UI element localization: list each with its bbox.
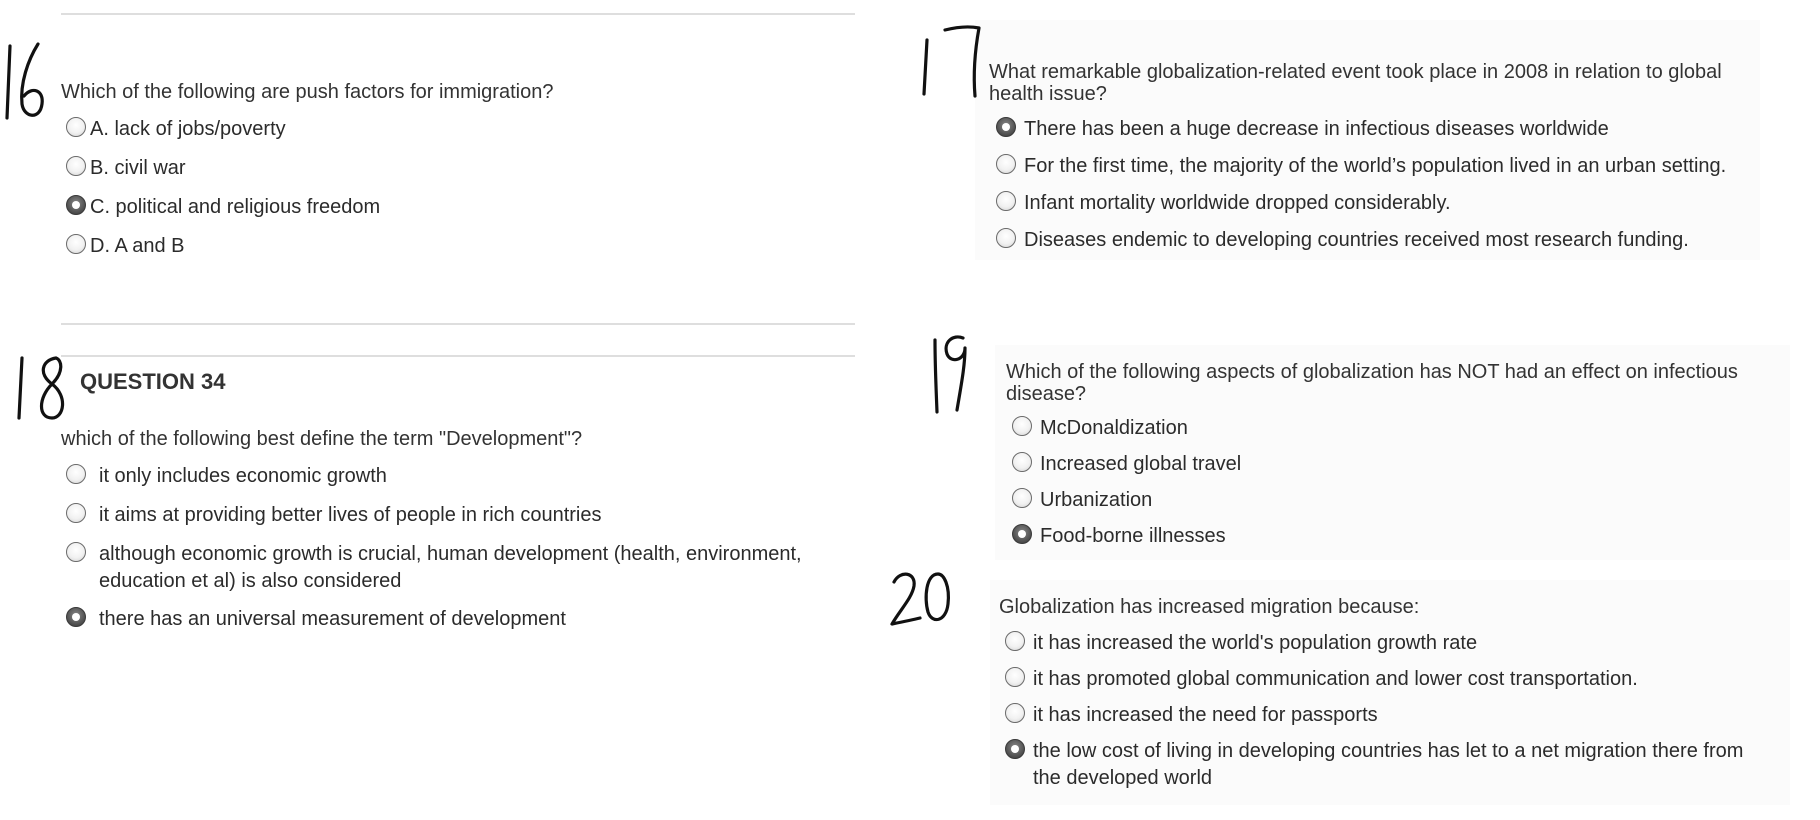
question-heading: QUESTION 34 (80, 369, 226, 394)
radio-button-selected[interactable] (1012, 524, 1032, 544)
radio-button[interactable] (66, 156, 86, 176)
radio-button[interactable] (1005, 667, 1025, 687)
option-label: Diseases endemic to developing countries received most research funding. (1024, 229, 1689, 251)
option-label: C. political and religious freedom (90, 196, 381, 218)
option-label: Food-borne illnesses (1040, 525, 1226, 547)
option-label: B. civil war (90, 157, 186, 179)
answer-option[interactable] (66, 155, 186, 182)
radio-button[interactable] (66, 234, 86, 254)
radio-button[interactable] (1012, 452, 1032, 472)
answer-option[interactable] (996, 153, 1726, 180)
radio-button[interactable] (1005, 703, 1025, 723)
option-label: For the first time, the majority of the world’s population lived in an urban setting. (1024, 155, 1727, 177)
answer-option[interactable] (66, 463, 866, 490)
divider (61, 355, 855, 357)
option-label: McDonaldization (1040, 417, 1188, 439)
radio-button-selected[interactable] (1005, 739, 1025, 759)
question-text: Globalization has increased migration because: (999, 596, 1420, 618)
answer-option[interactable] (1005, 630, 1477, 657)
option-label: A. lack of jobs/poverty (90, 118, 286, 140)
radio-button-selected[interactable] (996, 117, 1016, 137)
answer-option[interactable] (1012, 523, 1226, 550)
handwritten-number (925, 326, 975, 416)
answer-option[interactable] (66, 541, 866, 595)
divider (61, 323, 855, 325)
option-label: D. A and B (90, 235, 185, 257)
option-label: it has increased the world's population growth rate (1033, 632, 1478, 654)
option-label: There has been a huge decrease in infectious diseases worldwide (1024, 118, 1609, 140)
answer-option[interactable] (66, 233, 185, 260)
answer-option[interactable] (996, 116, 1609, 143)
radio-button[interactable] (66, 503, 86, 523)
handwritten-number (915, 22, 995, 102)
divider (61, 13, 855, 15)
answer-option[interactable] (66, 194, 380, 221)
radio-button[interactable] (996, 191, 1016, 211)
option-label: there has an universal measurement of development (99, 608, 566, 630)
question-text: which of the following best define the term "Development"? (61, 428, 583, 450)
radio-button[interactable] (1012, 488, 1032, 508)
answer-option[interactable] (1005, 738, 1773, 792)
question-text: Which of the following aspects of globalization has NOT had an effect on infectious disease? (1006, 361, 1738, 405)
answer-option[interactable] (66, 502, 866, 529)
option-label: it has increased the need for passports (1033, 704, 1378, 726)
radio-button[interactable] (66, 117, 86, 137)
radio-button[interactable] (1005, 631, 1025, 651)
handwritten-number (0, 38, 50, 123)
radio-button-selected[interactable] (66, 195, 86, 215)
answer-option[interactable] (66, 116, 286, 143)
radio-button[interactable] (996, 228, 1016, 248)
radio-button[interactable] (996, 154, 1016, 174)
handwritten-number (888, 568, 953, 628)
radio-button[interactable] (66, 542, 86, 562)
answer-option[interactable] (1012, 415, 1188, 442)
option-label: it aims at providing better lives of people in rich countries (99, 504, 602, 526)
option-label: Increased global travel (1040, 453, 1242, 475)
answer-option[interactable] (1012, 487, 1152, 514)
answer-option[interactable] (1005, 666, 1638, 693)
radio-button-selected[interactable] (66, 607, 86, 627)
option-label: it has promoted global communication and lower cost transportation. (1033, 668, 1638, 690)
answer-option[interactable] (996, 190, 1451, 217)
option-label: Urbanization (1040, 489, 1153, 511)
answer-option[interactable] (1012, 451, 1241, 478)
answer-option[interactable] (66, 606, 866, 633)
answer-option[interactable] (996, 227, 1689, 254)
answer-option[interactable] (1005, 702, 1378, 729)
option-label: the low cost of living in developing countries has let to a net migration there from the developed world (1033, 740, 1744, 789)
question-text: What remarkable globalization-related event took place in 2008 in relation to global health issue? (989, 61, 1722, 105)
option-label: it only includes economic growth (99, 465, 387, 487)
radio-button[interactable] (1012, 416, 1032, 436)
option-label: although economic growth is crucial, human development (health, environment, education et al) is also considered (99, 543, 802, 592)
radio-button[interactable] (66, 464, 86, 484)
handwritten-number (8, 352, 70, 422)
option-label: Infant mortality worldwide dropped considerably. (1024, 192, 1451, 214)
question-text: Which of the following are push factors for immigration? (61, 81, 554, 103)
